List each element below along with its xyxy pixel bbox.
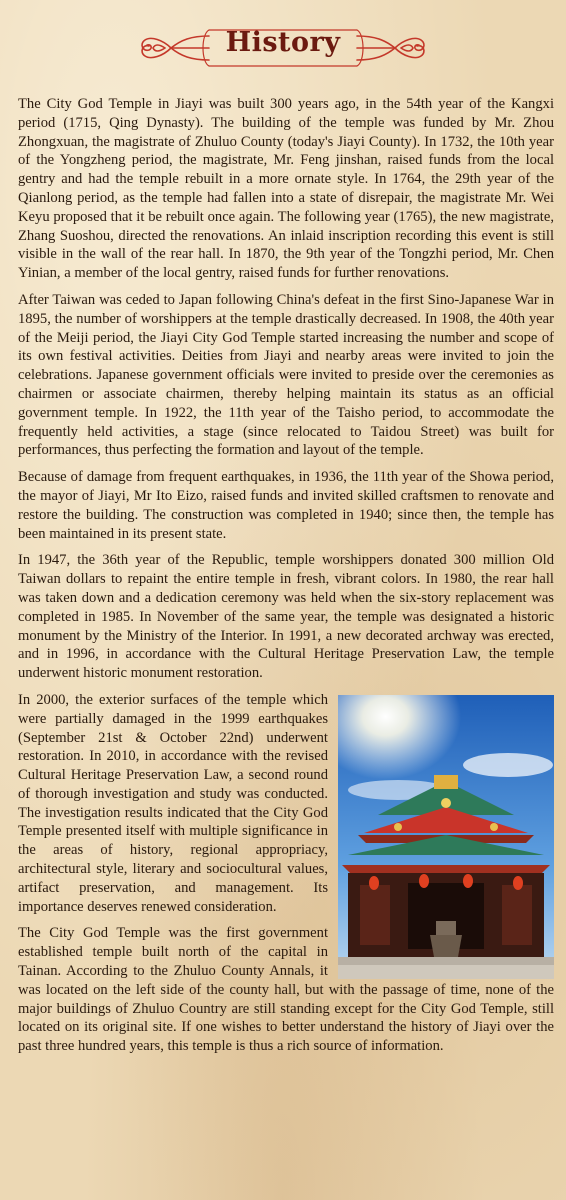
temple-photo	[338, 695, 554, 979]
paragraph-4: In 1947, the 36th year of the Republic, temple worshippers donated 300 million Old Taiwan dollars to repaint the entire temple in fresh, vibrant colors. In 1980, the rear hall was taken down and a dedication ceremony was held when the six-story replacement was completed in 1985. In November of the same year, the temple was designated a historic monument by the Ministry of the Interior. In 1991, a new decorated archway was erected, and in 1996, in accordance with the Cultural Heritage Preservation Law, the temple underwent historic monument restoration.	[18, 552, 554, 682]
history-text	[18, 95, 554, 1064]
paragraph-2: After Taiwan was ceded to Japan following China's defeat in the first Sino-Japanese War in 1895, the number of worshippers at the temple drastically decreased. In 1908, the 40th year of the Meiji period, the Jiayi City God Temple started increasing the number and scope of its own festival activities. Deities from Jiayi and nearby areas were invited to join the celebrations. Japanese government officials were invited to preside over the ceremonies as chairmen or associate chairmen, thereby helping maintain its status as an official government temple. In 1922, the 11th year of the Taisho period, to accommodate the frequently held activities, a stage (since relocated to Taidou Street) was built for performances, thus perfecting the formation and layout of the temple.	[18, 291, 554, 459]
paragraph-3: Because of damage from frequent earthquakes, in 1936, the 11th year of the Showa period, the mayor of Jiayi, Mr Ito Eizo, raised funds and invited skilled craftsmen to renovate and restore the building. The construction was completed in 1940; since then, the temple has been maintained in its present state.	[18, 469, 554, 542]
page-title: History	[225, 27, 341, 58]
title-banner	[135, 18, 431, 76]
paragraph-1: The City God Temple in Jiayi was built 300 years ago, in the 54th year of the Kangxi period (1715, Qing Dynasty). The building of the temple was funded by Mr. Zhou Zhongxuan, the magistrate of Zhuluo County (today's Jiayi County). In 1732, the 10th year of the Yongzheng period, the magistrate, Mr. Feng jinshan, raised funds from the local gentry and had the temple rebuilt in a more ornate style. In 1764, the 29th year of the Qianlong period, as the temple had fallen into a state of disrepair, the magistrate Mr. Wei Keyu proposed that it be rebuilt once again. The following year (1765), the new magistrate, Zhang Suoshou, directed the renovations. An inlaid inscription recording this event is still visible in the wall of the rear hall. In 1870, the 9th year of the Tongzhi period, Mr. Chen Yinian, a member of the local gentry, raised funds for further renovations.	[18, 96, 554, 282]
paragraph-5: In 2000, the exterior surfaces of the temple which were partially damaged in the 1999 earthquakes (September 21st & October 22nd) underwent restoration. In 2010, in accordance with the revised Cultural Heritage Preservation Law, a second round of thorough investigation and study was conducted. The investigation results indicated that the City God Temple presented itself with multiple significance in the areas of history, regional appropriacy, architectural style, literary and sociocultural values, artifact preservation, and management. Its importance deserves renewed consideration.	[18, 691, 328, 915]
paragraph-6: The City God Temple was the first government established temple built north of the capital in Tainan. According to the Zhuluo County Annals, it was located on the left side of the county hall, but with the passage of time, none of the major buildings of Zhuluo Country are still standing except for the City God Temple, still located on its original site. If one wishes to better understand the history of Jiayi over the past three hundred years, this temple is thus a rich source of information.	[18, 925, 554, 1055]
